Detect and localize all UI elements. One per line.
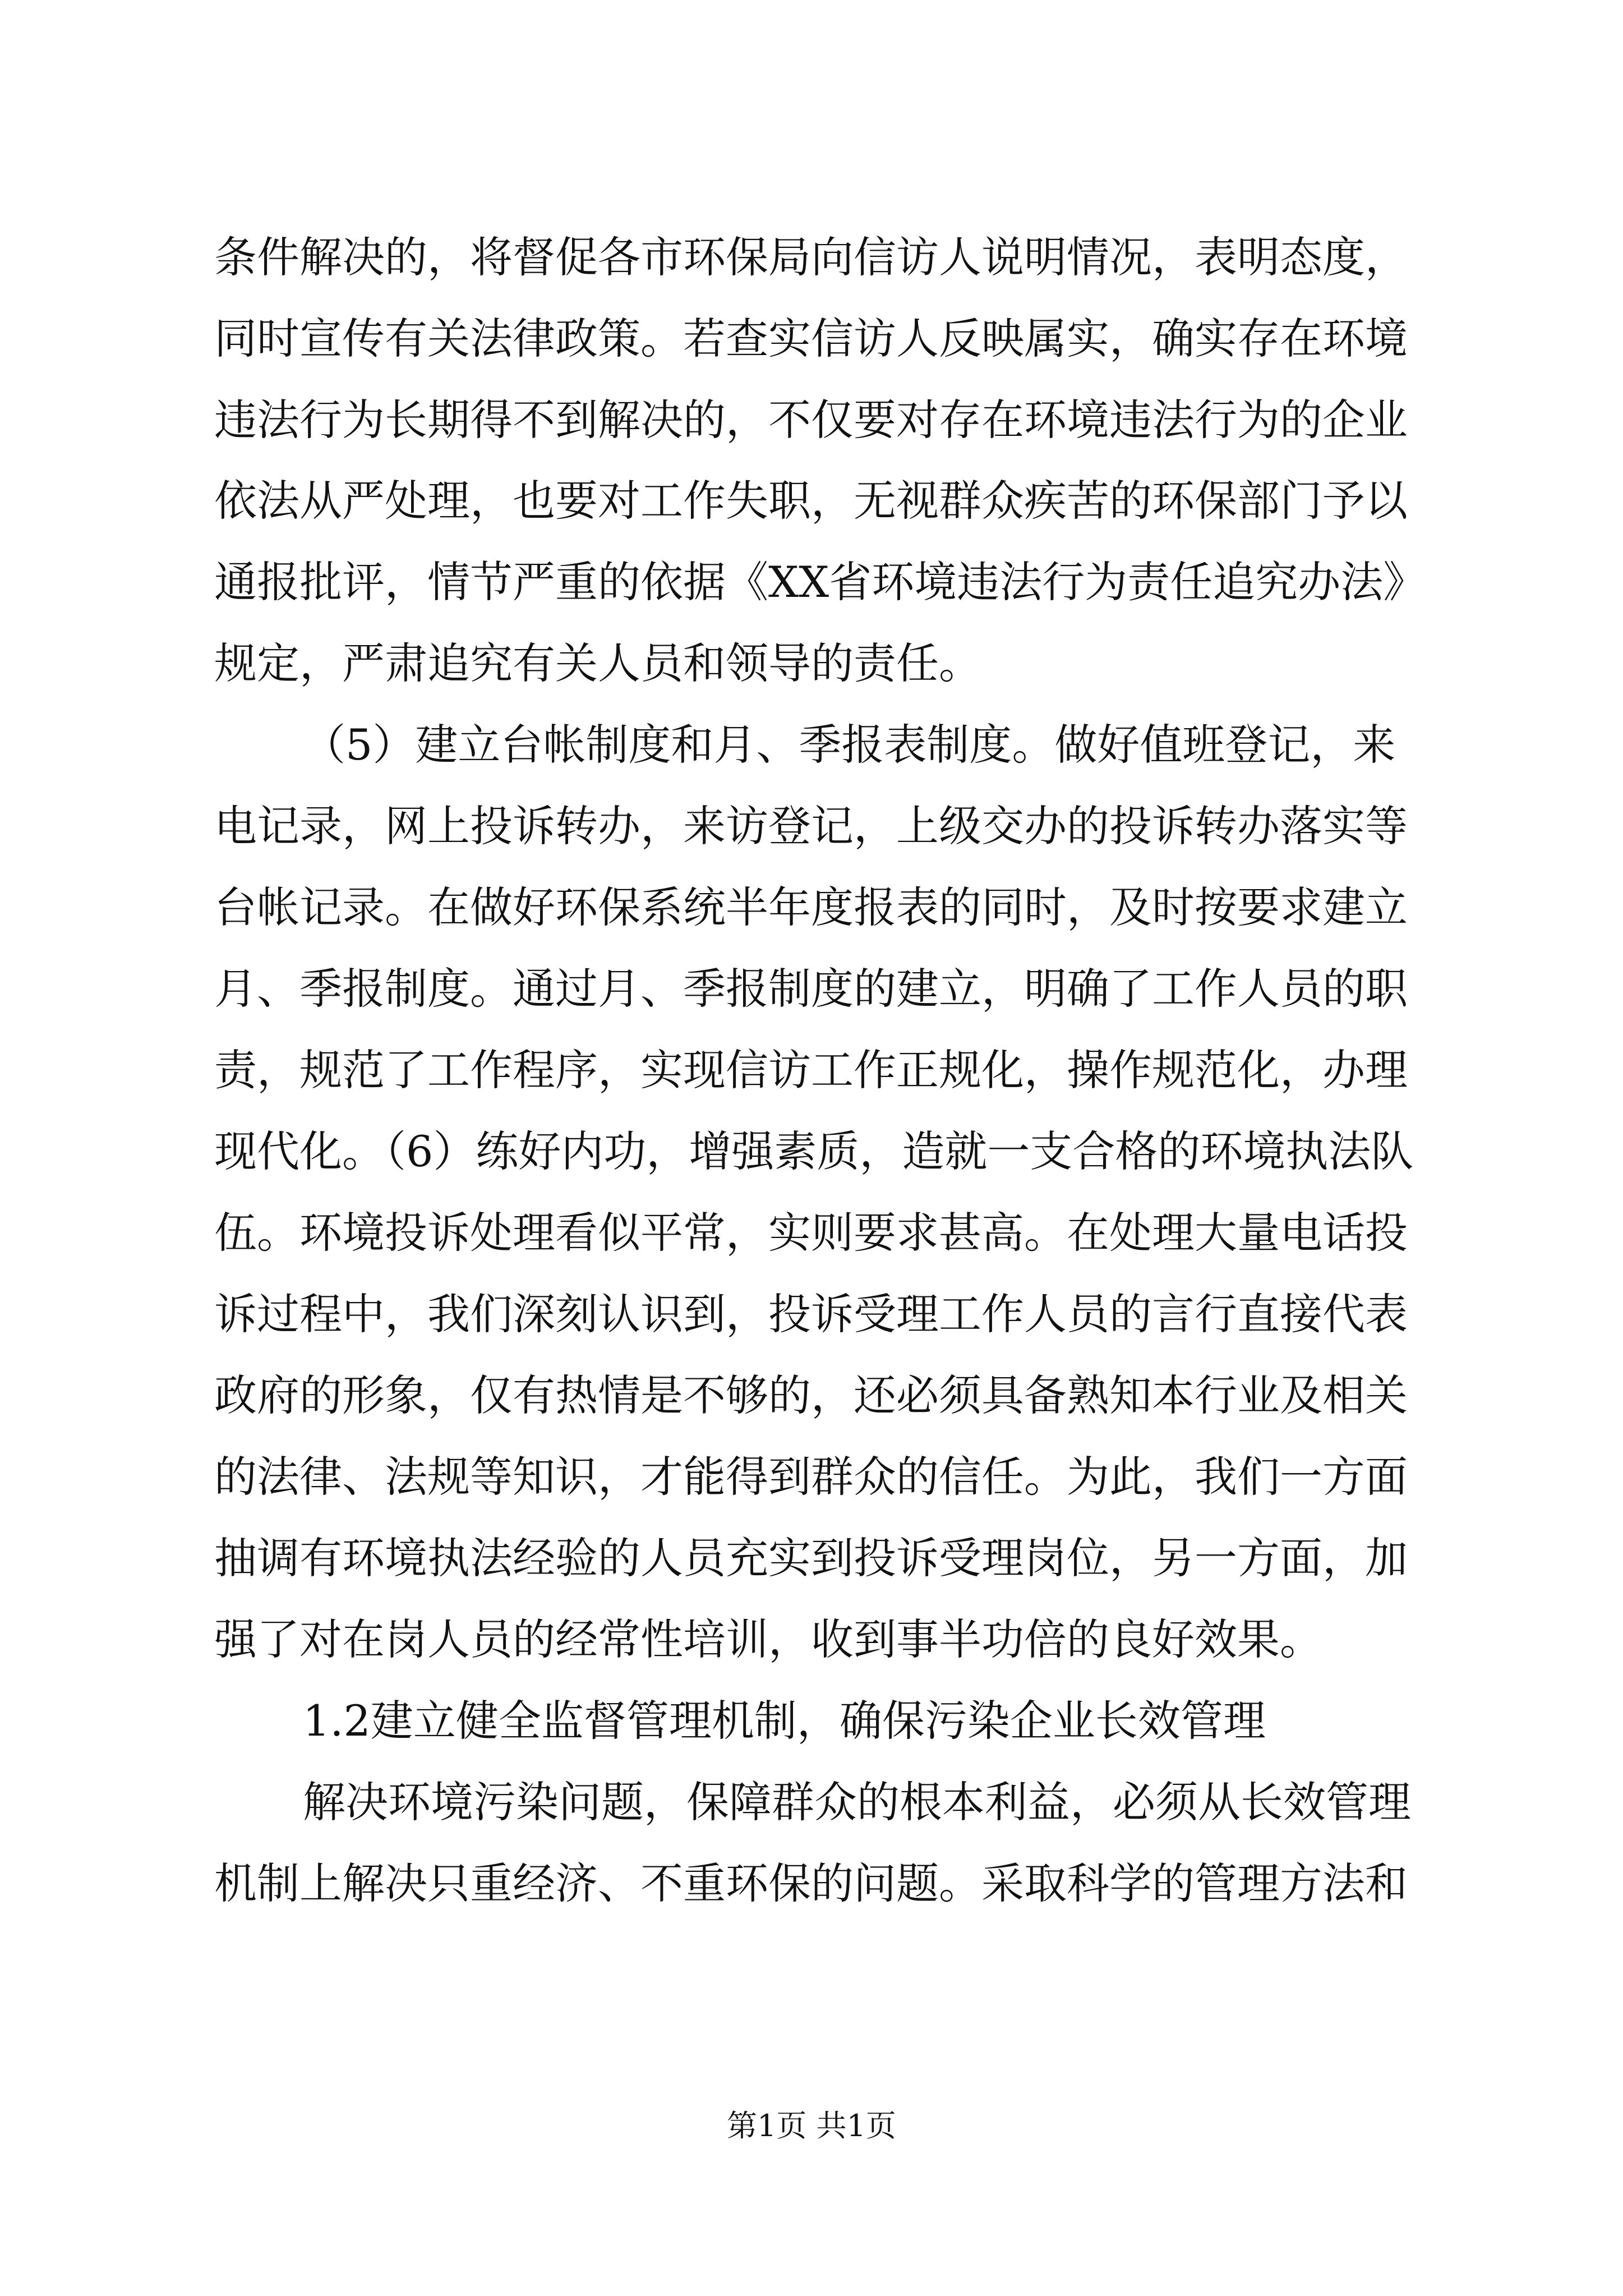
paragraph-first-line: （5）建立台帐制度和月、季报表制度。做好值班登记，来 [303,720,1396,770]
body-line: 月、季报制度。通过月、季报制度的建立，明确了工作人员的职 [214,964,1408,1014]
section-heading: 1.2建立健全监督管理机制，确保污染企业长效管理 [303,1696,1266,1746]
body-line: 违法行为长期得不到解决的，不仅要对存在环境违法行为的企业 [214,395,1408,445]
body-line: 台帐记录。在做好环保系统半年度报表的同时，及时按要求建立 [214,882,1408,932]
body-line: 强了对在岗人员的经常性培训，收到事半功倍的良好效果。 [214,1614,1322,1664]
body-line: 政府的形象，仅有热情是不够的，还必须具备熟知本行业及相关 [214,1370,1408,1420]
body-line: 的法律、法规等知识，才能得到群众的信任。为此，我们一方面 [214,1452,1408,1502]
body-line: 伍。环境投诉处理看似平常，实则要求甚高。在处理大量电话投 [214,1208,1408,1258]
body-line: 规定，严肃追究有关人员和领导的责任。 [214,638,981,688]
body-line: 现代化。（6）练好内功，增强素质，造就一支合格的环境执法队 [214,1126,1414,1176]
body-line: 同时宣传有关法律政策。若查实信访人反映属实，确实存在环境 [214,314,1408,364]
body-line: 电记录，网上投诉转办，来访登记，上级交办的投诉转办落实等 [214,801,1408,851]
body-line: 责，规范了工作程序，实现信访工作正规化，操作规范化，办理 [214,1045,1408,1095]
paragraph-first-line: 解决环境污染问题，保障群众的根本利益，必须从长效管理 [303,1777,1411,1827]
body-line: 依法从严处理，也要对工作失职，无视群众疾苦的环保部门予以 [214,476,1408,526]
body-line: 条件解决的，将督促各市环保局向信访人说明情况，表明态度， [214,232,1408,282]
body-line: 诉过程中，我们深刻认识到，投诉受理工作人员的言行直接代表 [214,1289,1408,1339]
page-footer: 第1页 共1页 [727,2108,896,2143]
body-line: 通报批评，情节严重的依据《XX省环境违法行为责任追究办法》 [214,557,1426,607]
body-line: 抽调有环境执法经验的人员充实到投诉受理岗位，另一方面，加 [214,1533,1408,1583]
body-line: 机制上解决只重经济、不重环保的问题。采取科学的管理方法和 [214,1858,1408,1908]
